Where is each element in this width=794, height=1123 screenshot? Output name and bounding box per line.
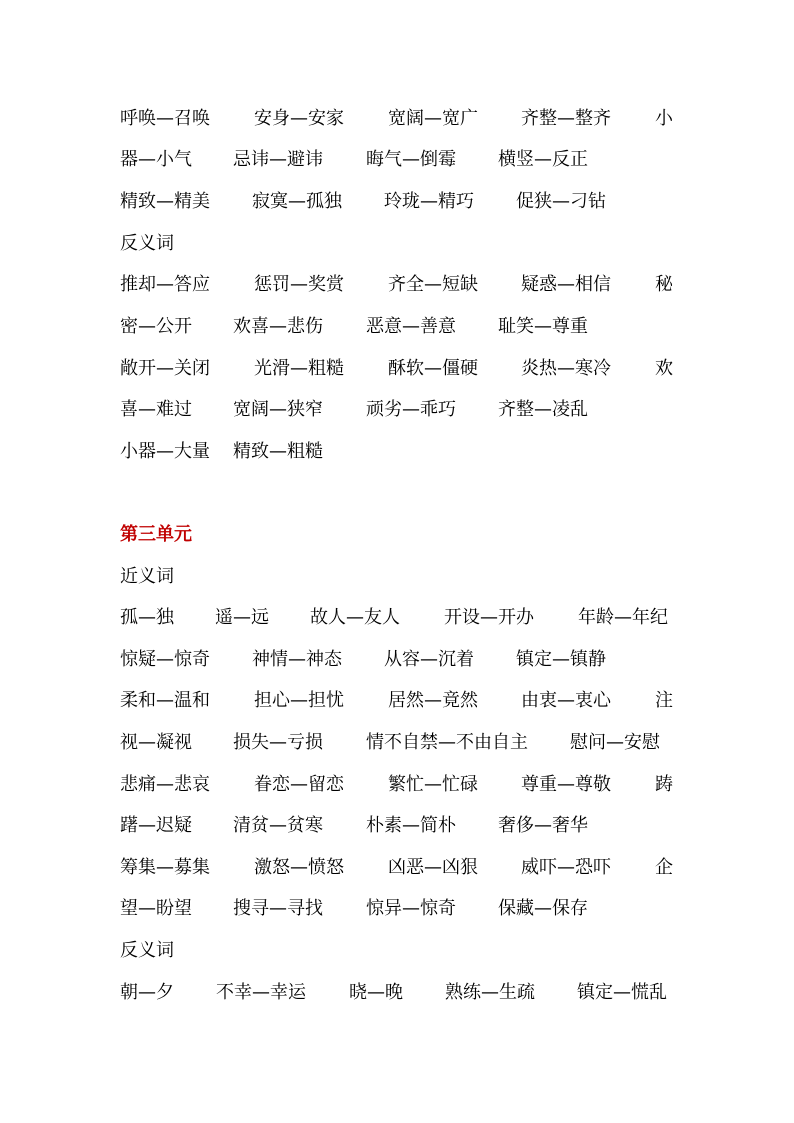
word-pair: 清贫—贫寒: [233, 815, 323, 836]
word-pair-line: [120, 354, 680, 384]
word-pair: 寂寞—孤独: [252, 191, 342, 212]
word-pair-line: [120, 270, 680, 300]
word-pair: 惊异—惊奇: [366, 898, 456, 919]
word-pair: 视—凝视: [120, 732, 192, 753]
word-pair: 忌讳—避讳: [233, 149, 323, 170]
word-pair: 喜—难过: [120, 399, 192, 420]
word-pair: 保藏—保存: [498, 898, 588, 919]
word-pair: 玲珑—精巧: [384, 191, 474, 212]
word-pair: 居然—竟然: [388, 690, 478, 711]
word-pair: 不幸—幸运: [216, 982, 306, 1003]
word-pair-line: [120, 603, 680, 633]
word-pair: 由衷—衷心: [521, 690, 611, 711]
word-pair: 疑惑—相信: [521, 274, 611, 295]
word-pair-line: [120, 853, 680, 883]
word-pair-line: [120, 312, 680, 342]
antonym-label: 反义词: [120, 233, 174, 254]
word-pair: 光滑—粗糙: [254, 358, 344, 379]
word-pair: 精致—精美: [120, 191, 210, 212]
word-pair-line: [120, 187, 680, 217]
word-pair: 柔和—温和: [120, 690, 210, 711]
word-pair: 精致—粗糙: [233, 441, 323, 462]
antonym-label: 反义词: [120, 940, 174, 961]
word-pair: 孤—独: [120, 607, 174, 628]
word-pair: 情不自禁—不由自主: [366, 732, 528, 753]
word-pair: 密—公开: [120, 316, 192, 337]
word-pair: 欢喜—悲伤: [233, 316, 323, 337]
word-pair: 小器—大量: [120, 441, 210, 462]
word-pair: 欢: [655, 358, 673, 379]
word-pair: 搜寻—寻找: [233, 898, 323, 919]
word-pair: 眷恋—留恋: [254, 774, 344, 795]
word-pair: 朝—夕: [120, 982, 174, 1003]
word-pair: 从容—沉着: [384, 649, 474, 670]
word-pair: 敞开—关闭: [120, 358, 210, 379]
word-pair: 踌: [655, 774, 673, 795]
word-pair: 损失—亏损: [233, 732, 323, 753]
word-pair-line: [120, 645, 680, 675]
word-pair: 躇—迟疑: [120, 815, 192, 836]
word-pair-line: [120, 145, 680, 175]
word-pair: 宽阔—狭窄: [233, 399, 323, 420]
word-pair: 镇定—慌乱: [577, 982, 667, 1003]
word-pair-line: [120, 686, 680, 716]
word-pair: 年龄—年纪: [578, 607, 668, 628]
word-pair: 开设—开办: [444, 607, 534, 628]
word-pair: 凶恶—凶狠: [388, 857, 478, 878]
word-pair: 筹集—募集: [120, 857, 210, 878]
word-pair-line: [120, 437, 680, 467]
word-pair: 故人—友人: [310, 607, 400, 628]
word-pair: 熟练—生疏: [445, 982, 535, 1003]
word-pair: 神情—神态: [252, 649, 342, 670]
word-pair: 器—小气: [120, 149, 192, 170]
word-pair: 悲痛—悲哀: [120, 774, 210, 795]
word-pair: 惩罚—奖赏: [254, 274, 344, 295]
word-pair: 促狭—刁钻: [516, 191, 606, 212]
word-pair: 惊疑—惊奇: [120, 649, 210, 670]
word-pair: 担心—担忧: [254, 690, 344, 711]
word-pair: 齐整—整齐: [521, 108, 611, 129]
word-pair: 炎热—寒冷: [521, 358, 611, 379]
word-pair: 齐整—凌乱: [498, 399, 588, 420]
word-pair: 望—盼望: [120, 898, 192, 919]
word-pair: 呼唤—召唤: [120, 108, 210, 129]
word-pair: 尊重—尊敬: [521, 774, 611, 795]
word-pair: 注: [655, 690, 673, 711]
word-pair: 遥—远: [215, 607, 269, 628]
word-pair: 横竖—反正: [498, 149, 588, 170]
word-pair: 酥软—僵硬: [388, 358, 478, 379]
word-pair: 企: [655, 857, 673, 878]
word-pair: 耻笑—尊重: [498, 316, 588, 337]
word-pair-line: [120, 978, 680, 1008]
word-pair-line: [120, 770, 680, 800]
word-pair: 秘: [655, 274, 673, 295]
word-pair-line: [120, 728, 680, 758]
word-pair: 晓—晚: [349, 982, 403, 1003]
word-pair: 奢侈—奢华: [498, 815, 588, 836]
word-pair: 镇定—镇静: [516, 649, 606, 670]
word-pair: 宽阔—宽广: [388, 108, 478, 129]
word-pair: 小: [655, 108, 673, 129]
word-pair: 推却—答应: [120, 274, 210, 295]
unit-heading: 第三单元: [120, 524, 192, 545]
word-pair-line: [120, 894, 680, 924]
word-pair: 恶意—善意: [366, 316, 456, 337]
word-pair: 晦气—倒霉: [366, 149, 456, 170]
word-pair-line: [120, 811, 680, 841]
word-pair: 激怒—愤怒: [254, 857, 344, 878]
word-pair: 繁忙—忙碌: [388, 774, 478, 795]
word-pair: 威吓—恐吓: [521, 857, 611, 878]
word-pair: 安身—安家: [254, 108, 344, 129]
word-pair-line: [120, 395, 680, 425]
word-pair: 朴素—简朴: [366, 815, 456, 836]
word-pair: 慰问—安慰: [570, 732, 660, 753]
word-pair: 齐全—短缺: [388, 274, 478, 295]
word-pair-line: [120, 104, 680, 134]
synonym-label: 近义词: [120, 566, 174, 587]
word-pair: 顽劣—乖巧: [366, 399, 456, 420]
